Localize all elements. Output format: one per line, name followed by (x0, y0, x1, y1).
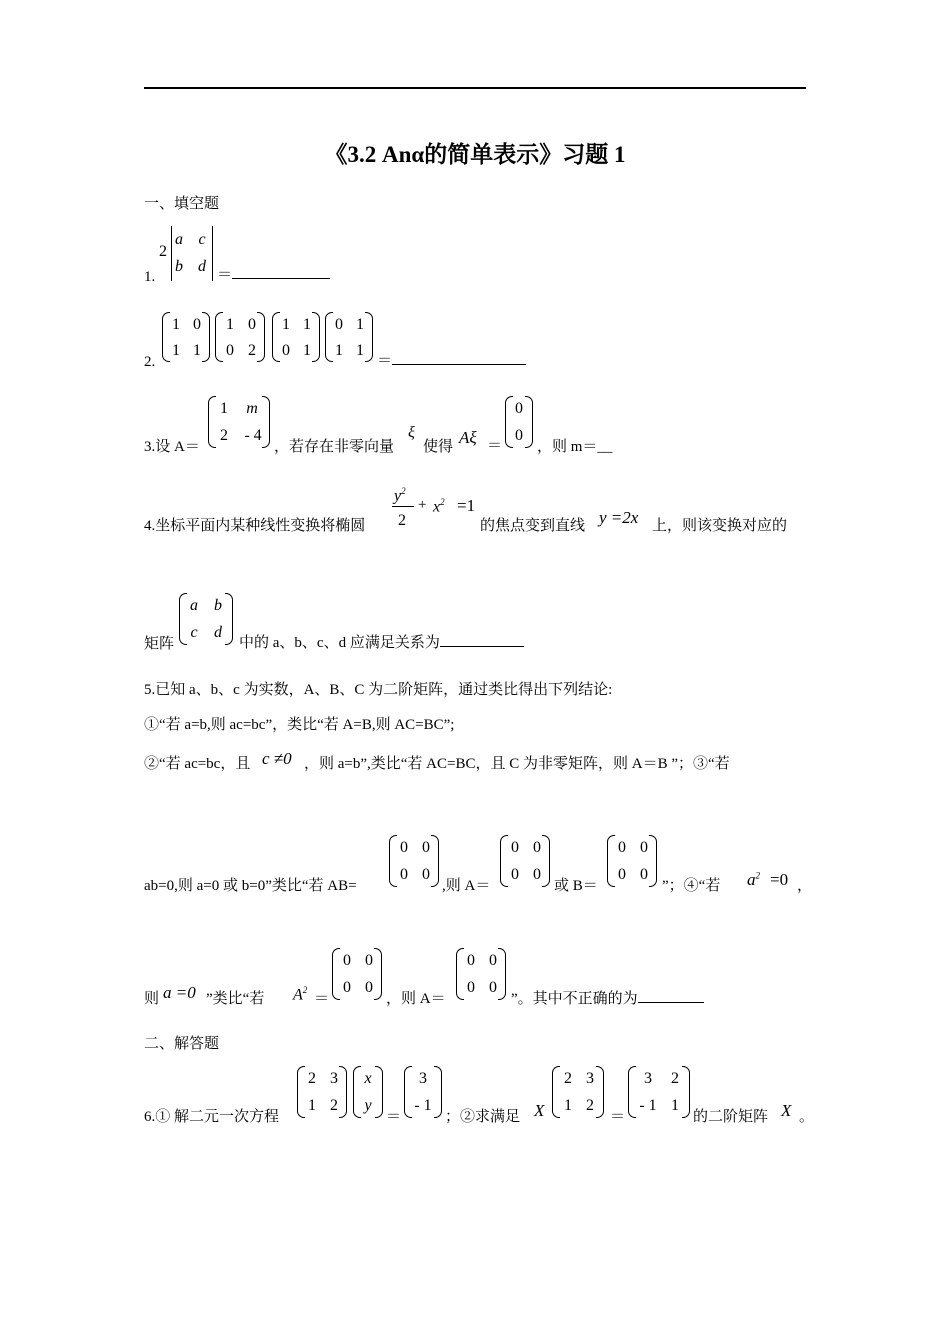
q5-zero-matrix-4: 0 0 0 0 (332, 948, 382, 1000)
q5-line5e: ”。其中不正确的为 (511, 990, 704, 1008)
q5-line1: 5.已知 a、b、c 为实数，A、B、C 为二阶矩阵，通过类比得出下列结论: (144, 682, 613, 698)
q5-line4d: ”；④“若 (662, 878, 721, 894)
q3-zero-vector: 0 0 (505, 396, 533, 448)
q5-zero-matrix-3: 0 0 0 0 (607, 835, 657, 887)
q5-zero-matrix-5: 0 0 0 0 (456, 948, 506, 1000)
q4-suffix: 上，则该变换对应的 (652, 518, 788, 534)
q5-line4c: 或 B＝ (554, 878, 598, 894)
q5-A-squared: $A^2$ (293, 985, 308, 1004)
q3-prefix: 3.设 A＝ (144, 439, 200, 455)
q5-line5c: ＝ (314, 991, 330, 1007)
q4-line2-prefix: 矩阵 (144, 636, 175, 652)
q5-line4b: ,则 A＝ (442, 878, 491, 894)
q5-line5b: ”类比“若 (206, 991, 265, 1007)
q3-matrix: 1 m 2 - 4 (208, 396, 270, 448)
q6-mid: ；②求满足 (445, 1109, 521, 1125)
q6-end: 。 (799, 1109, 815, 1125)
q4-frac-den: 2 (398, 512, 406, 529)
q2-number: 2. (144, 354, 156, 370)
q6-vector-rhs: 3 - 1 (404, 1066, 442, 1118)
q2-matrix-1: 1 0 1 1 (162, 312, 210, 362)
q4-matrix: a b c d (179, 593, 233, 645)
q6-matrix-2: 2 3 1 2 (552, 1066, 604, 1118)
q6-suffix: 的二阶矩阵 (693, 1109, 769, 1125)
q6-vector-xy: x y (353, 1066, 383, 1118)
q1-coefficient: 2 (159, 243, 167, 260)
q6-X-2: X (781, 1101, 792, 1120)
q4-line2-suffix: 中的 a、b、c、d 应满足关系为 (239, 634, 524, 652)
q4-fraction-bar (392, 506, 414, 507)
q4-frac-num: $y^2$ (394, 486, 406, 505)
q1-determinant: a c b d (171, 226, 213, 281)
q5-line2: ①“若 a=b,则 ac=bc”，类比“若 A=B,则 AC=BC”; (144, 717, 455, 733)
q4-eq-one: =1 (457, 496, 476, 515)
q2-matrix-2: 1 0 0 2 (215, 312, 265, 362)
q6-equals-1: ＝ (386, 1109, 402, 1125)
q5-line5d: ，则 A＝ (386, 991, 446, 1007)
q3-mid-text-2: 使得 (423, 439, 454, 455)
q4-line-equation: y =2x (599, 508, 639, 527)
q3-equals: ＝ (487, 438, 503, 454)
q5-zero-matrix-1: 0 0 0 0 (389, 835, 439, 887)
section-fill-in-heading: 一、填空题 (144, 196, 220, 212)
q5-eq-zero: =0 (770, 870, 789, 889)
q6-matrix-3: 3 2 - 1 1 (628, 1066, 690, 1118)
q5-line4a: ab=0,则 a=0 或 b=0”类比“若 AB= (144, 878, 357, 894)
q4-prefix: 4.坐标平面内某种线性变换将椭圆 (144, 518, 366, 534)
q2-matrix-3: 1 1 0 1 (272, 312, 320, 362)
q4-x2: $x^2$ (433, 497, 445, 516)
q1-equals: ＝ (217, 266, 330, 284)
q6-prefix: 6.① 解二元一次方程 (144, 1109, 280, 1125)
q5-comma: ， (797, 878, 813, 894)
section-answer-heading: 二、解答题 (144, 1036, 220, 1052)
q3-xi: ξ (408, 424, 415, 441)
q5-line3a: ②“若 ac=bc，且 (144, 756, 251, 772)
q6-X: X (534, 1101, 545, 1120)
q5-a-eq-zero: a =0 (163, 983, 196, 1002)
q6-equals-2: ＝ (610, 1109, 626, 1125)
q5-a-squared: $a^2$ (747, 870, 760, 889)
q5-zero-matrix-2: 0 0 0 0 (500, 835, 550, 887)
q3-suffix: ，则 m＝__ (537, 439, 613, 455)
q3-a-xi: Aξ (459, 428, 477, 447)
q5-line3b: ，则 a=b”,类比“若 AC=BC，且 C 为非零矩阵，则 A＝B ”；③“若 (304, 756, 730, 772)
top-rule (144, 87, 806, 89)
q5-c-not-zero: c ≠0 (262, 749, 292, 768)
q6-matrix-1: 2 3 1 2 (297, 1066, 347, 1118)
q3-mid-text-1: ，若存在非零向量 (274, 439, 395, 455)
page-title: 《3.2 Anα的简单表示》习题 1 (324, 142, 626, 167)
q1-number: 1. (144, 269, 156, 285)
q5-line5a: 则 (144, 991, 160, 1007)
q4-plus: + (418, 497, 427, 513)
q2-equals: ＝ (377, 352, 526, 370)
q4-mid: 的焦点变到直线 (480, 518, 586, 534)
q2-matrix-4: 0 1 1 1 (325, 312, 373, 362)
